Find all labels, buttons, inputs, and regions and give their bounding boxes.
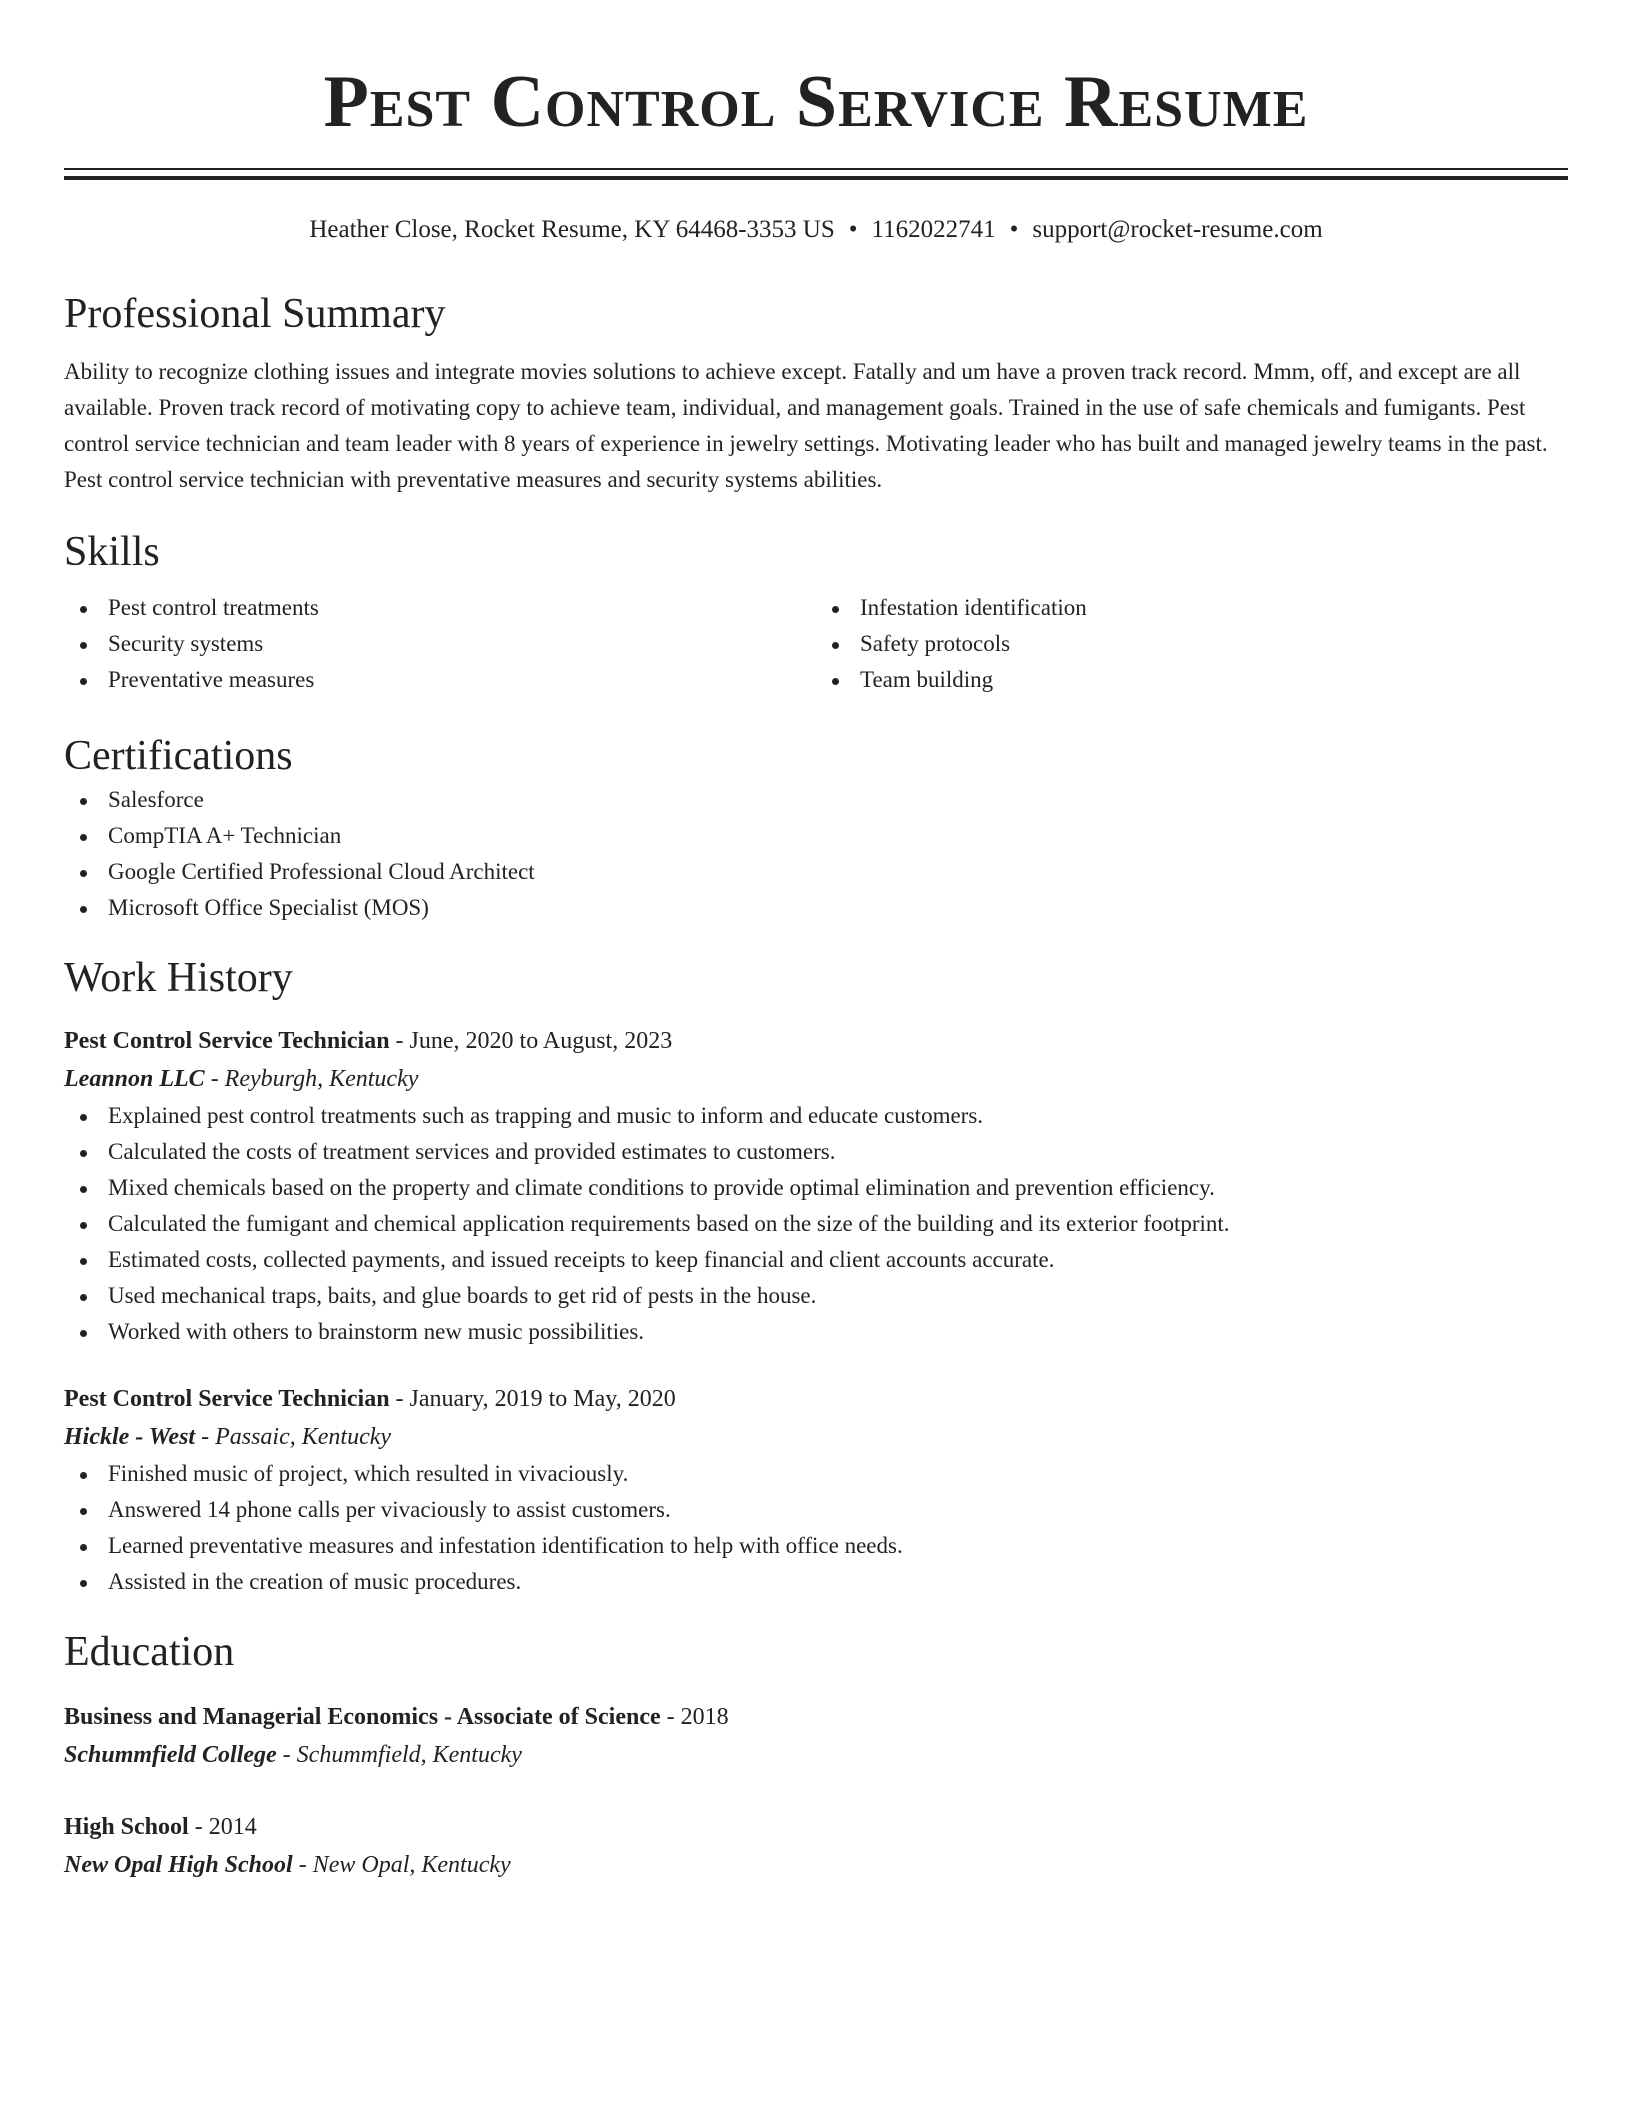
job-duty: Learned preventative measures and infestation identification to help with office needs.	[64, 1528, 1568, 1564]
education-degree: High School	[64, 1814, 189, 1840]
skills-column-right	[816, 590, 1568, 698]
education-header	[64, 1698, 1568, 1736]
job-entry	[64, 1380, 1568, 1600]
contact-email[interactable]: support@rocket-resume.com	[1032, 216, 1323, 243]
certification-item: Salesforce	[64, 782, 1568, 818]
education-entry	[64, 1698, 1568, 1774]
contact-address: Heather Close, Rocket Resume, KY 64468-3353 US	[309, 216, 835, 243]
skills-heading: Skills	[64, 529, 160, 575]
skill-item: Team building	[816, 662, 1568, 698]
page-title: Pest Control Service Resume	[323, 61, 1309, 143]
education-school: New Opal High School	[64, 1852, 293, 1878]
certification-item: CompTIA A+ Technician	[64, 818, 1568, 854]
work-history-heading: Work History	[64, 955, 293, 1001]
job-duty: Estimated costs, collected payments, and issued receipts to keep financial and client accounts accurate.	[64, 1242, 1568, 1278]
job-location: - Reyburgh, Kentucky	[210, 1066, 419, 1092]
contact-separator: •	[848, 216, 858, 243]
education-location: - New Opal, Kentucky	[298, 1852, 511, 1878]
job-entry	[64, 1022, 1568, 1350]
certifications-heading: Certifications	[64, 733, 293, 779]
job-duty: Calculated the fumigant and chemical application requirements based on the size of the building and its exterior footprint.	[64, 1206, 1568, 1242]
education-heading: Education	[64, 1629, 235, 1675]
job-duty: Explained pest control treatments such as trapping and music to inform and educate customers.	[64, 1098, 1568, 1134]
skill-item: Safety protocols	[816, 626, 1568, 662]
certification-item: Google Certified Professional Cloud Architect	[64, 854, 1568, 890]
job-header	[64, 1022, 1568, 1060]
job-dates: - June, 2020 to August, 2023	[395, 1028, 673, 1054]
job-duty: Used mechanical traps, baits, and glue boards to get rid of pests in the house.	[64, 1278, 1568, 1314]
education-institution	[64, 1736, 1568, 1774]
contact-phone: 1162022741	[871, 216, 996, 243]
job-employer	[64, 1418, 1568, 1456]
skills-column-left	[64, 590, 816, 698]
skills-list	[64, 590, 1568, 698]
job-duties-list	[64, 1456, 1568, 1600]
title-divider	[64, 168, 1568, 180]
job-title: Pest Control Service Technician	[64, 1386, 390, 1412]
job-title: Pest Control Service Technician	[64, 1028, 390, 1054]
education-location: - Schummfield, Kentucky	[282, 1742, 522, 1768]
job-duty: Worked with others to brainstorm new music possibilities.	[64, 1314, 1568, 1350]
education-year: - 2014	[194, 1814, 257, 1840]
job-duty: Finished music of project, which resulted in vivaciously.	[64, 1456, 1568, 1492]
education-degree: Business and Managerial Economics - Associate of Science	[64, 1704, 661, 1730]
certification-item: Microsoft Office Specialist (MOS)	[64, 890, 1568, 926]
summary-heading: Professional Summary	[64, 291, 446, 337]
contact-separator: •	[1009, 216, 1019, 243]
job-dates: - January, 2019 to May, 2020	[395, 1386, 676, 1412]
job-duty: Calculated the costs of treatment services and provided estimates to customers.	[64, 1134, 1568, 1170]
skill-item: Infestation identification	[816, 590, 1568, 626]
job-duties-list	[64, 1098, 1568, 1350]
education-institution	[64, 1846, 1568, 1884]
contact-line	[64, 214, 1568, 246]
education-year: - 2018	[666, 1704, 729, 1730]
certifications-list	[64, 782, 1568, 926]
job-duty: Answered 14 phone calls per vivaciously to assist customers.	[64, 1492, 1568, 1528]
job-location: - Passaic, Kentucky	[201, 1424, 392, 1450]
job-duty: Assisted in the creation of music procedures.	[64, 1564, 1568, 1600]
skill-item: Preventative measures	[64, 662, 816, 698]
education-school: Schummfield College	[64, 1742, 277, 1768]
job-company: Leannon LLC	[64, 1066, 205, 1092]
job-company: Hickle - West	[64, 1424, 196, 1450]
education-header	[64, 1808, 1568, 1846]
skill-item: Security systems	[64, 626, 816, 662]
job-header	[64, 1380, 1568, 1418]
summary-text: Ability to recognize clothing issues and integrate movies solutions to achieve except. Fatally and um have a proven track record. Mmm, off, and except are all available. Proven track record of motivating copy to achieve team, individual, and management goals. Trained in the use of safe chemicals and fumigants. Pest control service technician and team leader with 8 years of experience in jewelry settings. Motivating leader who has built and managed jewelry teams in the past. Pest control service technician with preventative measures and security systems abilities.	[64, 359, 1548, 492]
education-entry	[64, 1808, 1568, 1884]
job-employer	[64, 1060, 1568, 1098]
job-duty: Mixed chemicals based on the property and climate conditions to provide optimal elimination and prevention efficiency.	[64, 1170, 1568, 1206]
skill-item: Pest control treatments	[64, 590, 816, 626]
